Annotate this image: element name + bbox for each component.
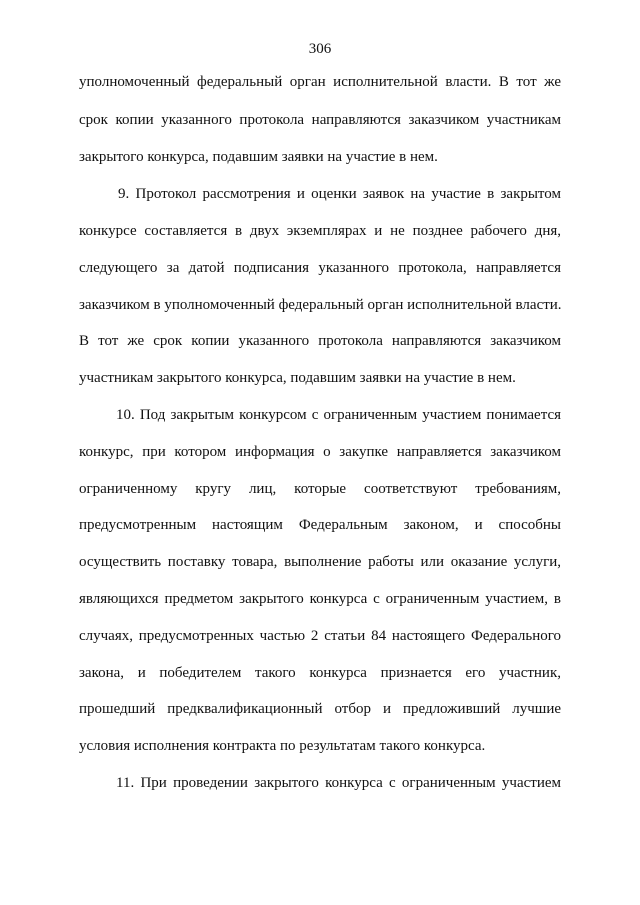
text-line: закона, и победителем такого конкурса признается его участник, [79, 665, 561, 681]
text-line: закрытого конкурса, подавшим заявки на участие в нем. [79, 149, 438, 165]
text-line: следующего за датой подписания указанного протокола, направляется [79, 260, 561, 276]
text-line: конкурс, при котором информация о закупке направляется заказчиком [79, 444, 561, 460]
text-line: осуществить поставку товара, выполнение работы или оказание услуги, [79, 554, 561, 570]
text-line: срок копии указанного протокола направляются заказчиком участникам [79, 112, 561, 128]
text-line: участникам закрытого конкурса, подавшим заявки на участие в нем. [79, 370, 516, 386]
text-line: В тот же срок копии указанного протокола направляются заказчиком [79, 333, 561, 349]
text-line: заказчиком в уполномоченный федеральный орган исполнительной власти. [79, 297, 562, 313]
text-line: предусмотренным настоящим Федеральным законом, и способны [79, 517, 561, 533]
text-line: случаях, предусмотренных частью 2 статьи 84 настоящего Федерального [79, 628, 561, 644]
text-line: конкурсе составляется в двух экземплярах и не позднее рабочего дня, [79, 223, 561, 239]
page-number: 306 [308, 41, 332, 57]
text-line: уполномоченный федеральный орган исполнительной власти. В тот же [79, 74, 561, 90]
text-line: 11. При проведении закрытого конкурса с ограниченным участием [116, 775, 561, 791]
text-line: ограниченному кругу лиц, которые соответствуют требованиям, [79, 481, 561, 497]
text-line: прошедший предквалификационный отбор и предложивший лучшие [79, 701, 561, 717]
text-line: 10. Под закрытым конкурсом с ограниченным участием понимается [116, 407, 561, 423]
text-line: являющихся предметом закрытого конкурса с ограниченным участием, в [79, 591, 561, 607]
text-line: 9. Протокол рассмотрения и оценки заявок на участие в закрытом [118, 186, 561, 202]
text-line: условия исполнения контракта по результатам такого конкурса. [79, 738, 486, 754]
